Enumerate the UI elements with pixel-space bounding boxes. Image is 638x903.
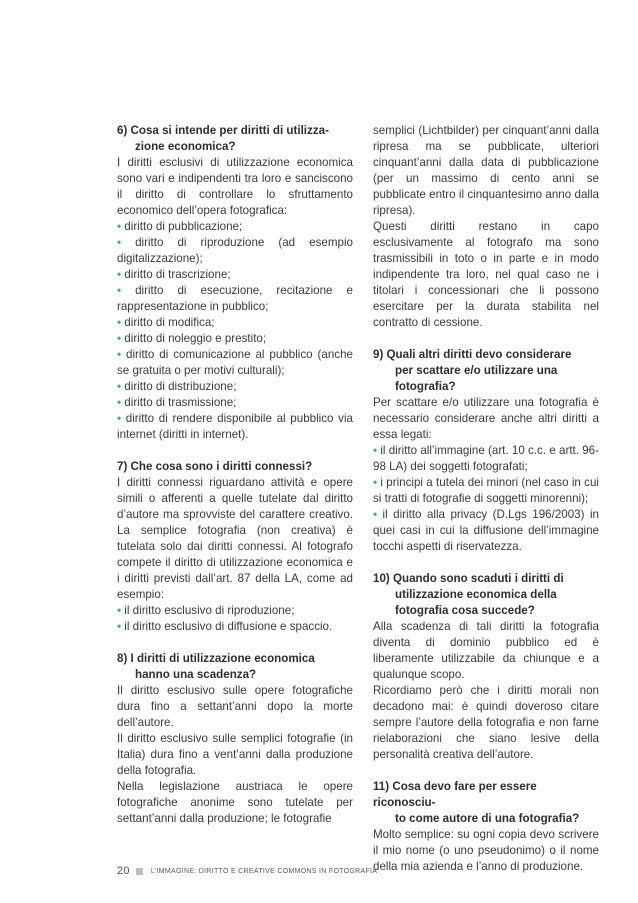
section-9-heading <box>373 347 599 395</box>
section-6-list <box>117 219 353 443</box>
page-number: 20 <box>117 865 130 877</box>
section-9-list <box>373 443 599 555</box>
list-item: • il diritto esclusivo di diffusione e spaccio. <box>117 620 333 633</box>
bullet-icon: • <box>117 412 122 425</box>
section-9 <box>373 347 599 555</box>
section-6-heading <box>117 123 353 155</box>
section-9-heading-line3: fotografia? <box>395 380 456 393</box>
section-11-heading-line1: 11) Cosa devo fare per essere riconosciu- <box>373 780 537 809</box>
bullet-icon: • <box>117 268 122 281</box>
list-item: • il diritto esclusivo di riproduzione; <box>117 604 295 617</box>
section-8-heading-line2: hanno una scadenza? <box>135 668 257 681</box>
section-11 <box>373 779 599 875</box>
section-6 <box>117 123 353 443</box>
list-item: • diritto di riproduzione (ad esempio digitalizzazione); <box>117 236 353 265</box>
footer-title: L’IMMAGINE: DIRITTO E CREATIVE COMMONS IN FOTOGRAFIA <box>150 867 378 875</box>
section-8-paragraph-3: Nella legislazione austriaca le opere fotografiche anonime sono tutelate per settant’anni dalla produzione; le fotografie <box>117 780 353 825</box>
section-10-heading-line2: utilizzazione economica della <box>395 588 557 601</box>
section-7-paragraph: I diritti connessi riguardano attività e opere simili o afferenti a quelle tutelate dal diritto d’autore ma sprovviste del carattere creativo. La semplice fotografia (non creativa) è tutelata solo dai diritti connessi. Al fotografo compete il diritto di utilizzazione economica e i diritti previsti dall’art. 87 della LA, come ad esempio: <box>117 476 353 601</box>
list-item: • diritto di distribuzione; <box>117 380 237 393</box>
bullet-icon: • <box>117 348 122 361</box>
bullet-icon: • <box>373 444 378 457</box>
bullet-icon: • <box>117 332 122 345</box>
list-item: • diritto di esecuzione, recitazione e rappresentazione in pubblico; <box>117 284 353 313</box>
bullet-icon: • <box>117 316 122 329</box>
bullet-icon: • <box>117 604 122 617</box>
section-6-heading-line1: 6) Cosa si intende per diritti di utilizza- <box>117 124 329 137</box>
section-8-paragraph-2: Il diritto esclusivo sulle semplici fotografie (in Italia) dura fino a vent’anni dalla produzione della fotografia. <box>117 732 353 777</box>
section-10-heading <box>373 571 599 619</box>
section-8-heading <box>117 651 353 683</box>
list-item: • diritto di modifica; <box>117 316 215 329</box>
bullet-icon: • <box>117 220 122 233</box>
section-10 <box>373 571 599 763</box>
section-11-heading-line2: to come autore di una fotografia? <box>395 812 580 825</box>
section-6-intro: I diritti esclusivi di utilizzazione economica sono vari e indipendenti tra loro e sanciscono il diritto di controllare lo sfruttamento economico dell’opera fotografica: <box>117 156 353 217</box>
section-8 <box>117 651 353 827</box>
bullet-icon: • <box>373 508 378 521</box>
section-7-heading <box>117 459 353 475</box>
section-9-heading-line2: per scattare e/o utilizzare una <box>395 364 558 377</box>
section-10-paragraph-1: Alla scadenza di tali diritti la fotografia diventa di dominio pubblico ed è liberamente utilizzabile da chiunque e a qualunque scopo. <box>373 620 599 681</box>
list-item: • il diritto alla privacy (D.Lgs 196/2003) in quei casi in cui la diffusione dell’immagine tocchi aspetti di riservatezza. <box>373 508 599 553</box>
section-10-heading-line1: 10) Quando sono scaduti i diritti di <box>373 572 564 585</box>
list-item: • diritto di comunicazione al pubblico (anche se gratuita o per motivi culturali); <box>117 348 353 377</box>
bullet-icon: • <box>117 396 122 409</box>
bullet-icon: • <box>117 284 122 297</box>
section-7 <box>117 459 353 635</box>
list-item: • diritto di noleggio e prestito; <box>117 332 267 345</box>
right-column <box>373 123 599 891</box>
section-7-heading-line1: 7) Che cosa sono i diritti connessi? <box>117 460 313 473</box>
section-9-heading-line1: 9) Quali altri diritti devo considerare <box>373 348 572 361</box>
section-6-heading-line2: zione economica? <box>135 140 236 153</box>
section-8-paragraph-1: Il diritto esclusivo sulle opere fotografiche dura fino a settant’anni dopo la morte dell’autore. <box>117 684 353 729</box>
section-11-heading <box>373 779 599 827</box>
square-marker-icon <box>136 868 143 875</box>
bullet-icon: • <box>117 236 122 249</box>
list-item: • il diritto all’immagine (art. 10 c.c. e artt. 96-98 LA) dei soggetti fotografati; <box>373 444 599 473</box>
section-10-heading-line3: fotografia cosa succede? <box>395 604 535 617</box>
list-item: • diritto di pubblicazione; <box>117 220 243 233</box>
section-7-list <box>117 603 353 635</box>
page-footer <box>117 865 377 877</box>
list-item: • diritto di trascrizione; <box>117 268 231 281</box>
section-11-paragraph: Molto semplice: su ogni copia devo scrivere il mio nome (o uno pseudonimo) o il nome della mia azienda e l’anno di produzione. <box>373 828 599 873</box>
section-8-continued <box>373 123 599 331</box>
left-column <box>117 123 353 843</box>
bullet-icon: • <box>373 476 378 489</box>
bullet-icon: • <box>117 380 122 393</box>
section-8-continued-paragraph-2: Questi diritti restano in capo esclusivamente al fotografo ma sono trasmissibili in toto o in parte e in modo indipendente tra loro, nel qual caso ne i titolari i concessionari che li possono esercitare per la durata stabilita nel contratto di cessione. <box>373 220 599 329</box>
bullet-icon: • <box>117 620 122 633</box>
section-8-heading-line1: 8) I diritti di utilizzazione economica <box>117 652 315 665</box>
section-8-continued-paragraph-1: semplici (Lichtbilder) per cinquant’anni dalla ripresa ma se pubblicate, ulteriori cinquant’anni dalla data di pubblicazione (per un massimo di cento anni se pubblicate entro il cinquantesimo anno dalla ripresa). <box>373 124 599 217</box>
list-item: • i principi a tutela dei minori (nel caso in cui si tratti di fotografie di soggetti minorenni); <box>373 476 599 505</box>
section-9-intro: Per scattare e/o utilizzare una fotografia è necessario considerare anche altri diritti a essa legati: <box>373 396 599 441</box>
list-item: • diritto di trasmissione; <box>117 396 237 409</box>
section-10-paragraph-2: Ricordiamo però che i diritti morali non decadono mai: è quindi doveroso citare sempre l’autore della fotografia e non farne rielaborazioni che siano lesive della personalità creativa dell’autore. <box>373 684 599 761</box>
list-item: • diritto di rendere disponibile al pubblico via internet (diritti in internet). <box>117 412 353 441</box>
